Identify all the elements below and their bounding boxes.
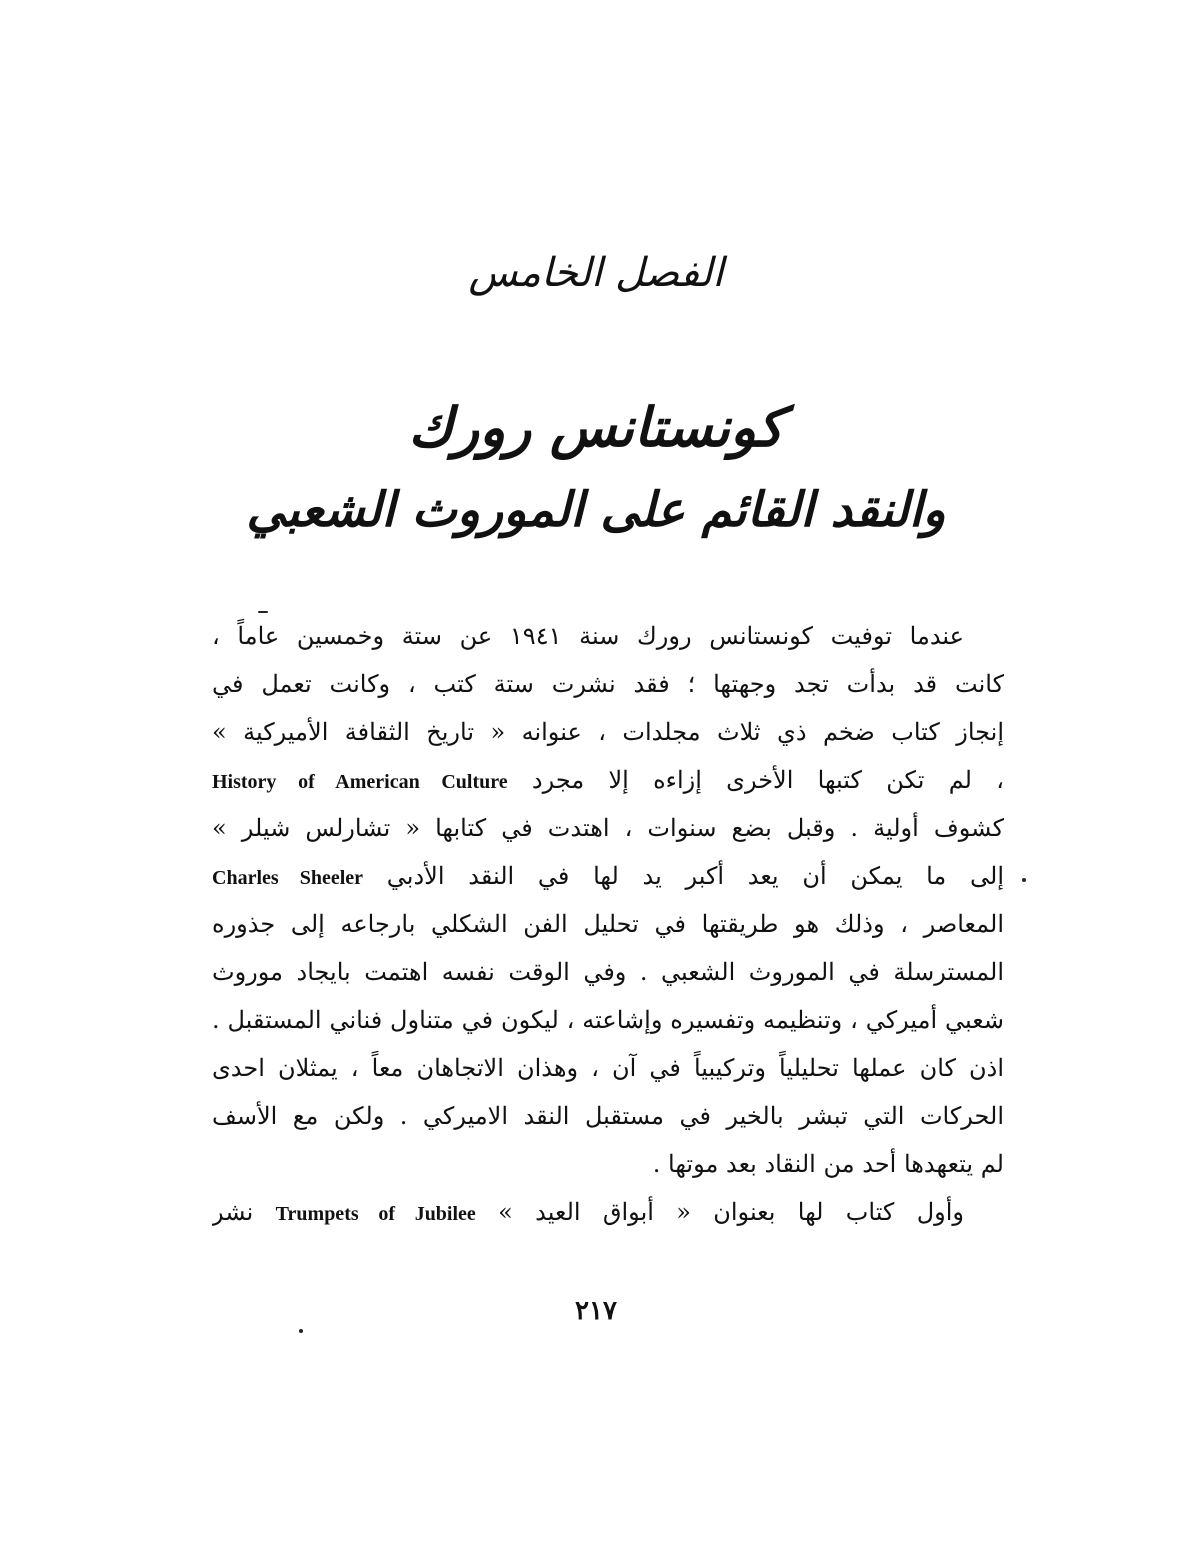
page-number: ٢١٧	[575, 1296, 617, 1326]
text-line	[212, 1188, 1004, 1236]
scan-speck	[1022, 878, 1026, 882]
english-title: Charles Sheeler	[212, 867, 364, 889]
scan-speck	[258, 611, 268, 613]
title-line-1: كونستانس رورك	[408, 395, 784, 459]
body-paragraph	[212, 612, 1004, 1236]
text-line: شعبي أميركي ، وتنظيمه وتفسيره وإشاعته ، ليكون في متناول فناني المستقبل .	[212, 1006, 1004, 1034]
text-line: عندما توفيت كونستانس رورك سنة ١٩٤١ عن ستة وخمسين عاماً ،	[212, 622, 964, 650]
scan-speck	[299, 1329, 303, 1333]
text-line: المعاصر ، وذلك هو طريقتها في تحليل الفن الشكلي بارجاعه إلى جذوره	[212, 910, 1004, 938]
text-line	[212, 756, 1004, 804]
text-line: المسترسلة في الموروث الشعبي . وفي الوقت نفسه اهتمت بايجاد موروث	[212, 958, 1004, 986]
chapter-label: الفصل الخامس	[468, 250, 724, 296]
title-line-2: والنقد القائم على الموروث الشعبي	[246, 482, 946, 538]
text-line: لم يتعهدها أحد من النقاد بعد موتها .	[652, 1150, 1004, 1178]
text-segment-arabic: ، لم تكن كتبها الأخرى إزاءه إلا مجرد	[531, 766, 1004, 794]
text-line: كشوف أولية . وقبل بضع سنوات ، اهتدت في كتابها « تشارلس شيلر »	[212, 814, 1004, 842]
text-segment-arabic: وأول كتاب لها بعنوان « أبواق العيد »	[498, 1198, 964, 1226]
text-line: إنجاز كتاب ضخم ذي ثلاث مجلدات ، عنوانه « تاريخ الثقافة الأميركية »	[212, 718, 1004, 746]
text-line: الحركات التي تبشر بالخير في مستقبل النقد الاميركي . ولكن مع الأسف	[212, 1102, 1004, 1130]
text-line	[212, 852, 1004, 900]
text-line: كانت قد بدأت تجد وجهتها ؛ فقد نشرت ستة كتب ، وكانت تعمل في	[212, 670, 1004, 698]
text-line: اذن كان عملها تحليلياً وتركيبياً في آن ، وهذان الاتجاهان معاً ، يمثلان احدى	[212, 1054, 1004, 1082]
text-segment-arabic: نشر	[212, 1198, 254, 1226]
english-title: Trumpets of Jubilee	[275, 1203, 476, 1225]
text-segment-arabic: إلى ما يمكن أن يعد أكبر يد لها في النقد الأدبي	[386, 862, 1004, 890]
english-title: History of American Culture	[212, 771, 508, 793]
